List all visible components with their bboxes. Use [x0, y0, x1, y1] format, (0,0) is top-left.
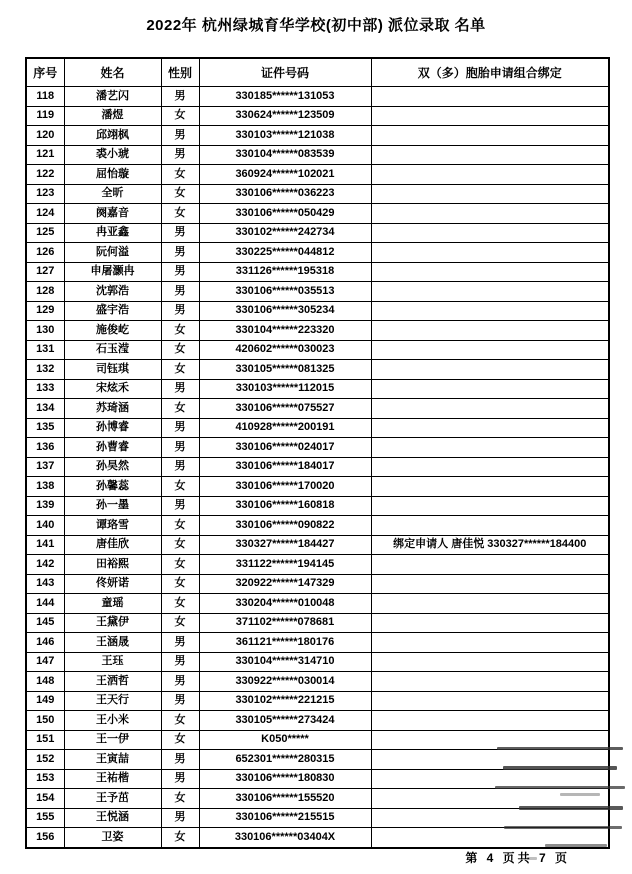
cell-name: 冉亚鑫 [64, 223, 161, 243]
table-row [26, 106, 609, 126]
cell-twin-binding [371, 379, 609, 399]
cell-gender: 女 [161, 106, 199, 126]
cell-name: 王一伊 [64, 730, 161, 750]
table-row [26, 477, 609, 497]
cell-name: 王祐楷 [64, 769, 161, 789]
cell-twin-binding [371, 808, 609, 828]
cell-twin-binding [371, 789, 609, 809]
cell-twin-binding [371, 613, 609, 633]
cell-index: 127 [26, 262, 64, 282]
cell-index: 155 [26, 808, 64, 828]
cell-index: 140 [26, 516, 64, 536]
cell-name: 潘艺闪 [64, 87, 161, 107]
cell-twin-binding [371, 223, 609, 243]
cell-id-number: 330104******314710 [199, 652, 371, 672]
table-row [26, 828, 609, 848]
cell-index: 122 [26, 165, 64, 185]
cell-twin-binding [371, 204, 609, 224]
cell-gender: 女 [161, 399, 199, 419]
table-row [26, 282, 609, 302]
cell-twin-binding [371, 711, 609, 731]
cell-index: 125 [26, 223, 64, 243]
cell-id-number: 330106******050429 [199, 204, 371, 224]
page-number: 第 4 页共 7 页 [465, 851, 570, 865]
cell-index: 133 [26, 379, 64, 399]
table-row [26, 340, 609, 360]
cell-id-number: 330106******180830 [199, 769, 371, 789]
cell-id-number: 410928******200191 [199, 418, 371, 438]
table-row [26, 243, 609, 263]
cell-twin-binding [371, 555, 609, 575]
cell-gender: 女 [161, 184, 199, 204]
header-row [26, 58, 609, 87]
cell-gender: 男 [161, 633, 199, 653]
cell-name: 孙馨蕊 [64, 477, 161, 497]
cell-twin-binding [371, 321, 609, 341]
cell-index: 129 [26, 301, 64, 321]
cell-gender: 女 [161, 165, 199, 185]
cell-index: 128 [26, 282, 64, 302]
cell-name: 邱翊枫 [64, 126, 161, 146]
cell-name: 佟妍诺 [64, 574, 161, 594]
table-row [26, 87, 609, 107]
cell-name: 阮何溢 [64, 243, 161, 263]
cell-twin-binding [371, 243, 609, 263]
cell-name: 宋炫禾 [64, 379, 161, 399]
table-row [26, 789, 609, 809]
cell-id-number: 330106******03404X [199, 828, 371, 848]
cell-twin-binding [371, 438, 609, 458]
cell-id-number: 330106******305234 [199, 301, 371, 321]
cell-twin-binding [371, 87, 609, 107]
table-row [26, 418, 609, 438]
cell-id-number: 330106******035513 [199, 282, 371, 302]
admission-table [25, 57, 610, 849]
cell-gender: 男 [161, 808, 199, 828]
cell-id-number: 330106******036223 [199, 184, 371, 204]
cell-index: 132 [26, 360, 64, 380]
cell-twin-binding [371, 750, 609, 770]
cell-index: 148 [26, 672, 64, 692]
cell-index: 136 [26, 438, 64, 458]
table-row [26, 321, 609, 341]
cell-twin-binding [371, 262, 609, 282]
cell-id-number: 652301******280315 [199, 750, 371, 770]
cell-index: 121 [26, 145, 64, 165]
cell-id-number: K050***** [199, 730, 371, 750]
cell-name: 孙博睿 [64, 418, 161, 438]
cell-id-number: 330105******273424 [199, 711, 371, 731]
cell-gender: 女 [161, 535, 199, 555]
cell-id-number: 330105******081325 [199, 360, 371, 380]
cell-gender: 男 [161, 243, 199, 263]
cell-id-number: 330106******075527 [199, 399, 371, 419]
cell-twin-binding [371, 145, 609, 165]
table-row [26, 496, 609, 516]
cell-index: 147 [26, 652, 64, 672]
cell-twin-binding [371, 516, 609, 536]
cell-name: 裘小琥 [64, 145, 161, 165]
cell-name: 苏琦涵 [64, 399, 161, 419]
cell-twin-binding [371, 399, 609, 419]
cell-name: 申屠灏冉 [64, 262, 161, 282]
cell-gender: 女 [161, 789, 199, 809]
table-header [26, 58, 609, 87]
cell-gender: 男 [161, 691, 199, 711]
cell-name: 谭珞雪 [64, 516, 161, 536]
cell-index: 120 [26, 126, 64, 146]
table-row [26, 145, 609, 165]
cell-gender: 男 [161, 652, 199, 672]
cell-gender: 女 [161, 340, 199, 360]
cell-gender: 男 [161, 262, 199, 282]
cell-id-number: 330922******030014 [199, 672, 371, 692]
cell-name: 司钰琪 [64, 360, 161, 380]
cell-id-number: 331126******195318 [199, 262, 371, 282]
cell-index: 143 [26, 574, 64, 594]
cell-gender: 女 [161, 574, 199, 594]
cell-index: 139 [26, 496, 64, 516]
cell-id-number: 330102******221215 [199, 691, 371, 711]
cell-id-number: 330106******184017 [199, 457, 371, 477]
cell-id-number: 331122******194145 [199, 555, 371, 575]
cell-gender: 男 [161, 496, 199, 516]
cell-twin-binding [371, 282, 609, 302]
cell-id-number: 330204******010048 [199, 594, 371, 614]
cell-gender: 男 [161, 379, 199, 399]
table-row [26, 438, 609, 458]
cell-twin-binding [371, 594, 609, 614]
table-row [26, 691, 609, 711]
page-title: 2022年 杭州绿城育华学校(初中部) 派位录取 名单 [146, 17, 486, 34]
table-row [26, 633, 609, 653]
cell-index: 126 [26, 243, 64, 263]
cell-index: 151 [26, 730, 64, 750]
cell-name: 全昕 [64, 184, 161, 204]
cell-name: 孙一墨 [64, 496, 161, 516]
cell-name: 沈郭浩 [64, 282, 161, 302]
cell-twin-binding [371, 126, 609, 146]
table-row [26, 184, 609, 204]
cell-index: 144 [26, 594, 64, 614]
cell-gender: 男 [161, 87, 199, 107]
table-row [26, 204, 609, 224]
cell-index: 152 [26, 750, 64, 770]
header-twin-binding: 双（多）胞胎申请组合绑定 [371, 58, 609, 87]
cell-gender: 男 [161, 750, 199, 770]
cell-id-number: 330106******155520 [199, 789, 371, 809]
cell-twin-binding [371, 340, 609, 360]
cell-name: 王洒哲 [64, 672, 161, 692]
table-body [26, 87, 609, 848]
cell-id-number: 330225******044812 [199, 243, 371, 263]
cell-name: 王黛伊 [64, 613, 161, 633]
cell-name: 石玉滢 [64, 340, 161, 360]
cell-gender: 男 [161, 672, 199, 692]
cell-gender: 女 [161, 594, 199, 614]
cell-gender: 女 [161, 477, 199, 497]
cell-twin-binding: 绑定申请人 唐佳悦 330327******184400 [371, 535, 609, 555]
cell-name: 王珏 [64, 652, 161, 672]
cell-name: 施俊屹 [64, 321, 161, 341]
cell-index: 135 [26, 418, 64, 438]
cell-twin-binding [371, 106, 609, 126]
table-row [26, 399, 609, 419]
cell-twin-binding [371, 633, 609, 653]
table-row [26, 769, 609, 789]
table-row [26, 223, 609, 243]
table-row [26, 165, 609, 185]
table-row [26, 126, 609, 146]
cell-name: 阕嘉音 [64, 204, 161, 224]
cell-twin-binding [371, 360, 609, 380]
table-row [26, 730, 609, 750]
cell-id-number: 330106******024017 [199, 438, 371, 458]
table-row [26, 808, 609, 828]
cell-twin-binding [371, 574, 609, 594]
cell-name: 卫姿 [64, 828, 161, 848]
cell-gender: 男 [161, 769, 199, 789]
cell-name: 王予茁 [64, 789, 161, 809]
table-row [26, 379, 609, 399]
cell-twin-binding [371, 691, 609, 711]
cell-twin-binding [371, 184, 609, 204]
cell-id-number: 330106******170020 [199, 477, 371, 497]
cell-index: 131 [26, 340, 64, 360]
cell-id-number: 371102******078681 [199, 613, 371, 633]
cell-gender: 男 [161, 457, 199, 477]
cell-name: 潘煜 [64, 106, 161, 126]
table-row [26, 516, 609, 536]
header-gender: 性别 [161, 58, 199, 87]
cell-name: 孙昊然 [64, 457, 161, 477]
cell-id-number: 330103******112015 [199, 379, 371, 399]
cell-id-number: 330106******090822 [199, 516, 371, 536]
cell-index: 149 [26, 691, 64, 711]
cell-twin-binding [371, 828, 609, 848]
cell-name: 孙曹睿 [64, 438, 161, 458]
cell-index: 142 [26, 555, 64, 575]
cell-twin-binding [371, 418, 609, 438]
table-row [26, 360, 609, 380]
cell-index: 141 [26, 535, 64, 555]
cell-index: 118 [26, 87, 64, 107]
cell-gender: 女 [161, 613, 199, 633]
table-row [26, 262, 609, 282]
table-row [26, 574, 609, 594]
cell-gender: 男 [161, 438, 199, 458]
cell-twin-binding [371, 165, 609, 185]
cell-id-number: 330104******223320 [199, 321, 371, 341]
cell-index: 154 [26, 789, 64, 809]
table-row [26, 301, 609, 321]
cell-index: 146 [26, 633, 64, 653]
cell-index: 138 [26, 477, 64, 497]
cell-name: 王涵晟 [64, 633, 161, 653]
cell-id-number: 330624******123509 [199, 106, 371, 126]
cell-id-number: 330104******083539 [199, 145, 371, 165]
cell-name: 屈怡璇 [64, 165, 161, 185]
cell-twin-binding [371, 769, 609, 789]
cell-gender: 女 [161, 711, 199, 731]
table-row [26, 750, 609, 770]
cell-index: 119 [26, 106, 64, 126]
cell-name: 王天行 [64, 691, 161, 711]
cell-gender: 女 [161, 828, 199, 848]
table-row [26, 555, 609, 575]
cell-twin-binding [371, 672, 609, 692]
cell-name: 田裕熙 [64, 555, 161, 575]
cell-gender: 男 [161, 223, 199, 243]
table-row [26, 457, 609, 477]
table-row [26, 613, 609, 633]
cell-twin-binding [371, 301, 609, 321]
cell-index: 145 [26, 613, 64, 633]
header-id-number: 证件号码 [199, 58, 371, 87]
cell-id-number: 361121******180176 [199, 633, 371, 653]
cell-id-number: 330103******121038 [199, 126, 371, 146]
cell-id-number: 330327******184427 [199, 535, 371, 555]
cell-twin-binding [371, 730, 609, 750]
cell-gender: 女 [161, 204, 199, 224]
cell-twin-binding [371, 496, 609, 516]
header-index: 序号 [26, 58, 64, 87]
cell-id-number: 360924******102021 [199, 165, 371, 185]
cell-twin-binding [371, 652, 609, 672]
cell-index: 153 [26, 769, 64, 789]
cell-index: 150 [26, 711, 64, 731]
cell-gender: 男 [161, 126, 199, 146]
cell-gender: 男 [161, 301, 199, 321]
cell-gender: 女 [161, 555, 199, 575]
cell-name: 王小米 [64, 711, 161, 731]
cell-gender: 女 [161, 321, 199, 341]
cell-gender: 男 [161, 418, 199, 438]
cell-twin-binding [371, 457, 609, 477]
cell-index: 137 [26, 457, 64, 477]
cell-name: 盛宇浩 [64, 301, 161, 321]
cell-index: 134 [26, 399, 64, 419]
cell-gender: 女 [161, 730, 199, 750]
table-row [26, 711, 609, 731]
table-row [26, 672, 609, 692]
table-row [26, 652, 609, 672]
cell-id-number: 420602******030023 [199, 340, 371, 360]
cell-gender: 女 [161, 360, 199, 380]
cell-name: 王悦涵 [64, 808, 161, 828]
cell-id-number: 330185******131053 [199, 87, 371, 107]
cell-gender: 男 [161, 145, 199, 165]
table-row [26, 594, 609, 614]
header-name: 姓名 [64, 58, 161, 87]
table-row [26, 535, 609, 555]
cell-gender: 女 [161, 516, 199, 536]
cell-id-number: 330106******160818 [199, 496, 371, 516]
cell-gender: 男 [161, 282, 199, 302]
cell-index: 156 [26, 828, 64, 848]
cell-index: 124 [26, 204, 64, 224]
cell-twin-binding [371, 477, 609, 497]
cell-index: 123 [26, 184, 64, 204]
cell-name: 唐佳欣 [64, 535, 161, 555]
cell-index: 130 [26, 321, 64, 341]
cell-id-number: 330106******215515 [199, 808, 371, 828]
cell-name: 童瑶 [64, 594, 161, 614]
cell-id-number: 320922******147329 [199, 574, 371, 594]
cell-name: 王寅喆 [64, 750, 161, 770]
cell-id-number: 330102******242734 [199, 223, 371, 243]
